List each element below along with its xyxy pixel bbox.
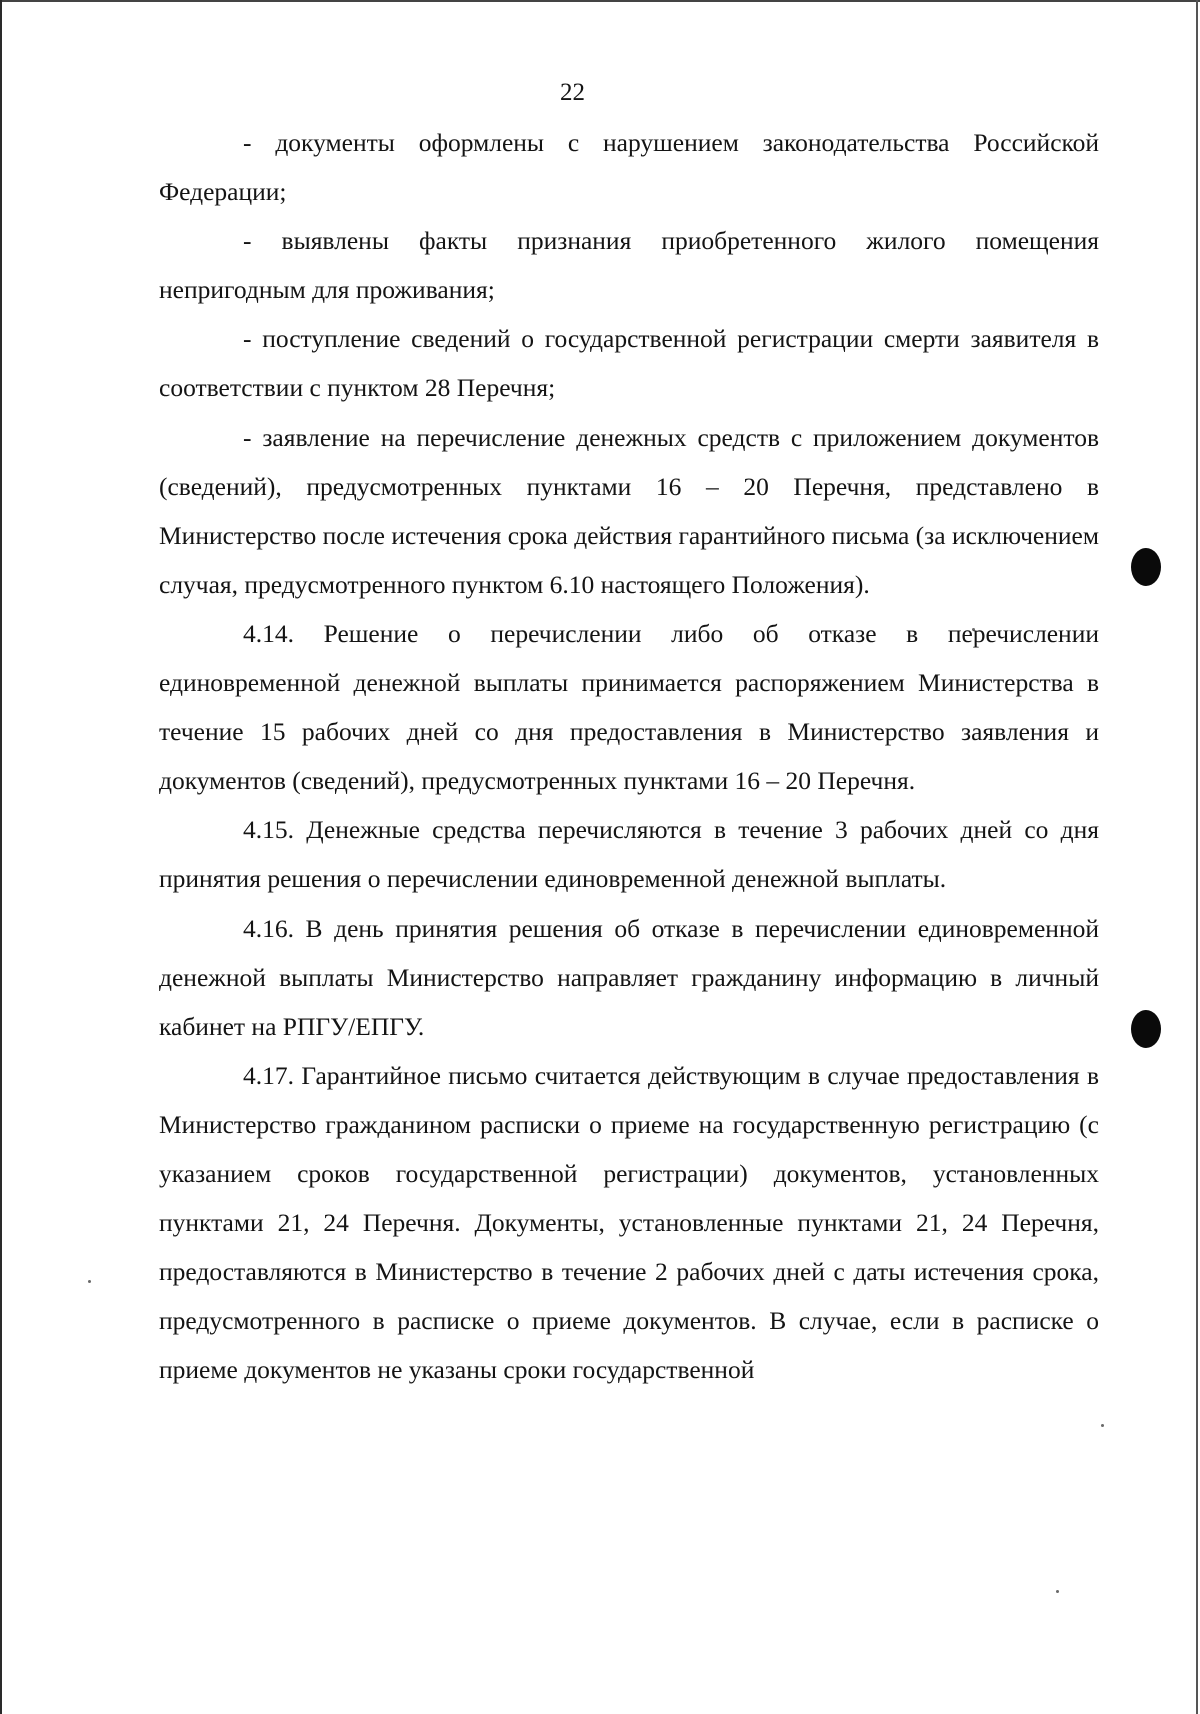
scan-edge-top	[0, 0, 1200, 2]
scan-edge-left	[0, 0, 2, 1714]
paragraph-bullet-late-application: - заявление на перечисление денежных средств с приложением документов (сведений), предусмотренных пунктами 16 – 20 Перечня, представлено в Министерство после истечения срока действия гарантийного письма (за исключением случая, предусмотренного пунктом 6.10 настоящего Положения).	[159, 422, 1099, 599]
paragraph-4-16: 4.16. В день принятия решения об отказе в перечислении единовременной денежной выплаты Министерство направляет гражданину информацию в личный кабинет на РПГУ/ЕПГУ.	[159, 913, 1099, 1041]
paragraph-bullet-violation: - документы оформлены с нарушением законодательства Российской Федерации;	[159, 128, 1099, 207]
paragraph-4-15: 4.15. Денежные средства перечисляются в течение 3 рабочих дней со дня принятия решения о перечислении единовременной денежной выплаты.	[159, 815, 1099, 894]
punch-hole-lower	[1131, 1010, 1161, 1048]
paragraph-4-17: 4.17. Гарантийное письмо считается действующим в случае предоставления в Министерство гражданином расписки о приеме на государственную регистрацию (с указанием сроков государственной регистрации) документов, установленных пунктами 21, 24 Перечня. Документы, установленные пунктами 21, 24 Перечня, предоставляются в Министерство в течение 2 рабочих дней с даты истечения срока, предусмотренного в расписке о приеме документов. В случае, если в расписке о приеме документов не указаны сроки государственной	[159, 1060, 1099, 1385]
paragraph-bullet-unfit-housing: - выявлены факты признания приобретенного жилого помещения непригодным для проживания;	[159, 226, 1099, 305]
paragraph-4-14: 4.14. Решение о перечислении либо об отказе в перечислении единовременной денежной выплаты принимается распоряжением Министерства в течение 15 рабочих дней со дня предоставления в Министерство заявления и документов (сведений), предусмотренных пунктами 16 – 20 Перечня.	[159, 618, 1099, 796]
body-text	[159, 118, 1099, 1394]
punch-hole-upper	[1131, 548, 1161, 586]
scan-speck	[1056, 1590, 1059, 1593]
scan-speck	[1101, 1424, 1104, 1427]
page-number: 22	[560, 79, 585, 106]
scan-edge-right	[1196, 0, 1198, 1714]
paragraph-bullet-death-registration: - поступление сведений о государственной регистрации смерти заявителя в соответствии с пунктом 28 Перечня;	[159, 324, 1099, 403]
scan-speck	[88, 1280, 91, 1283]
